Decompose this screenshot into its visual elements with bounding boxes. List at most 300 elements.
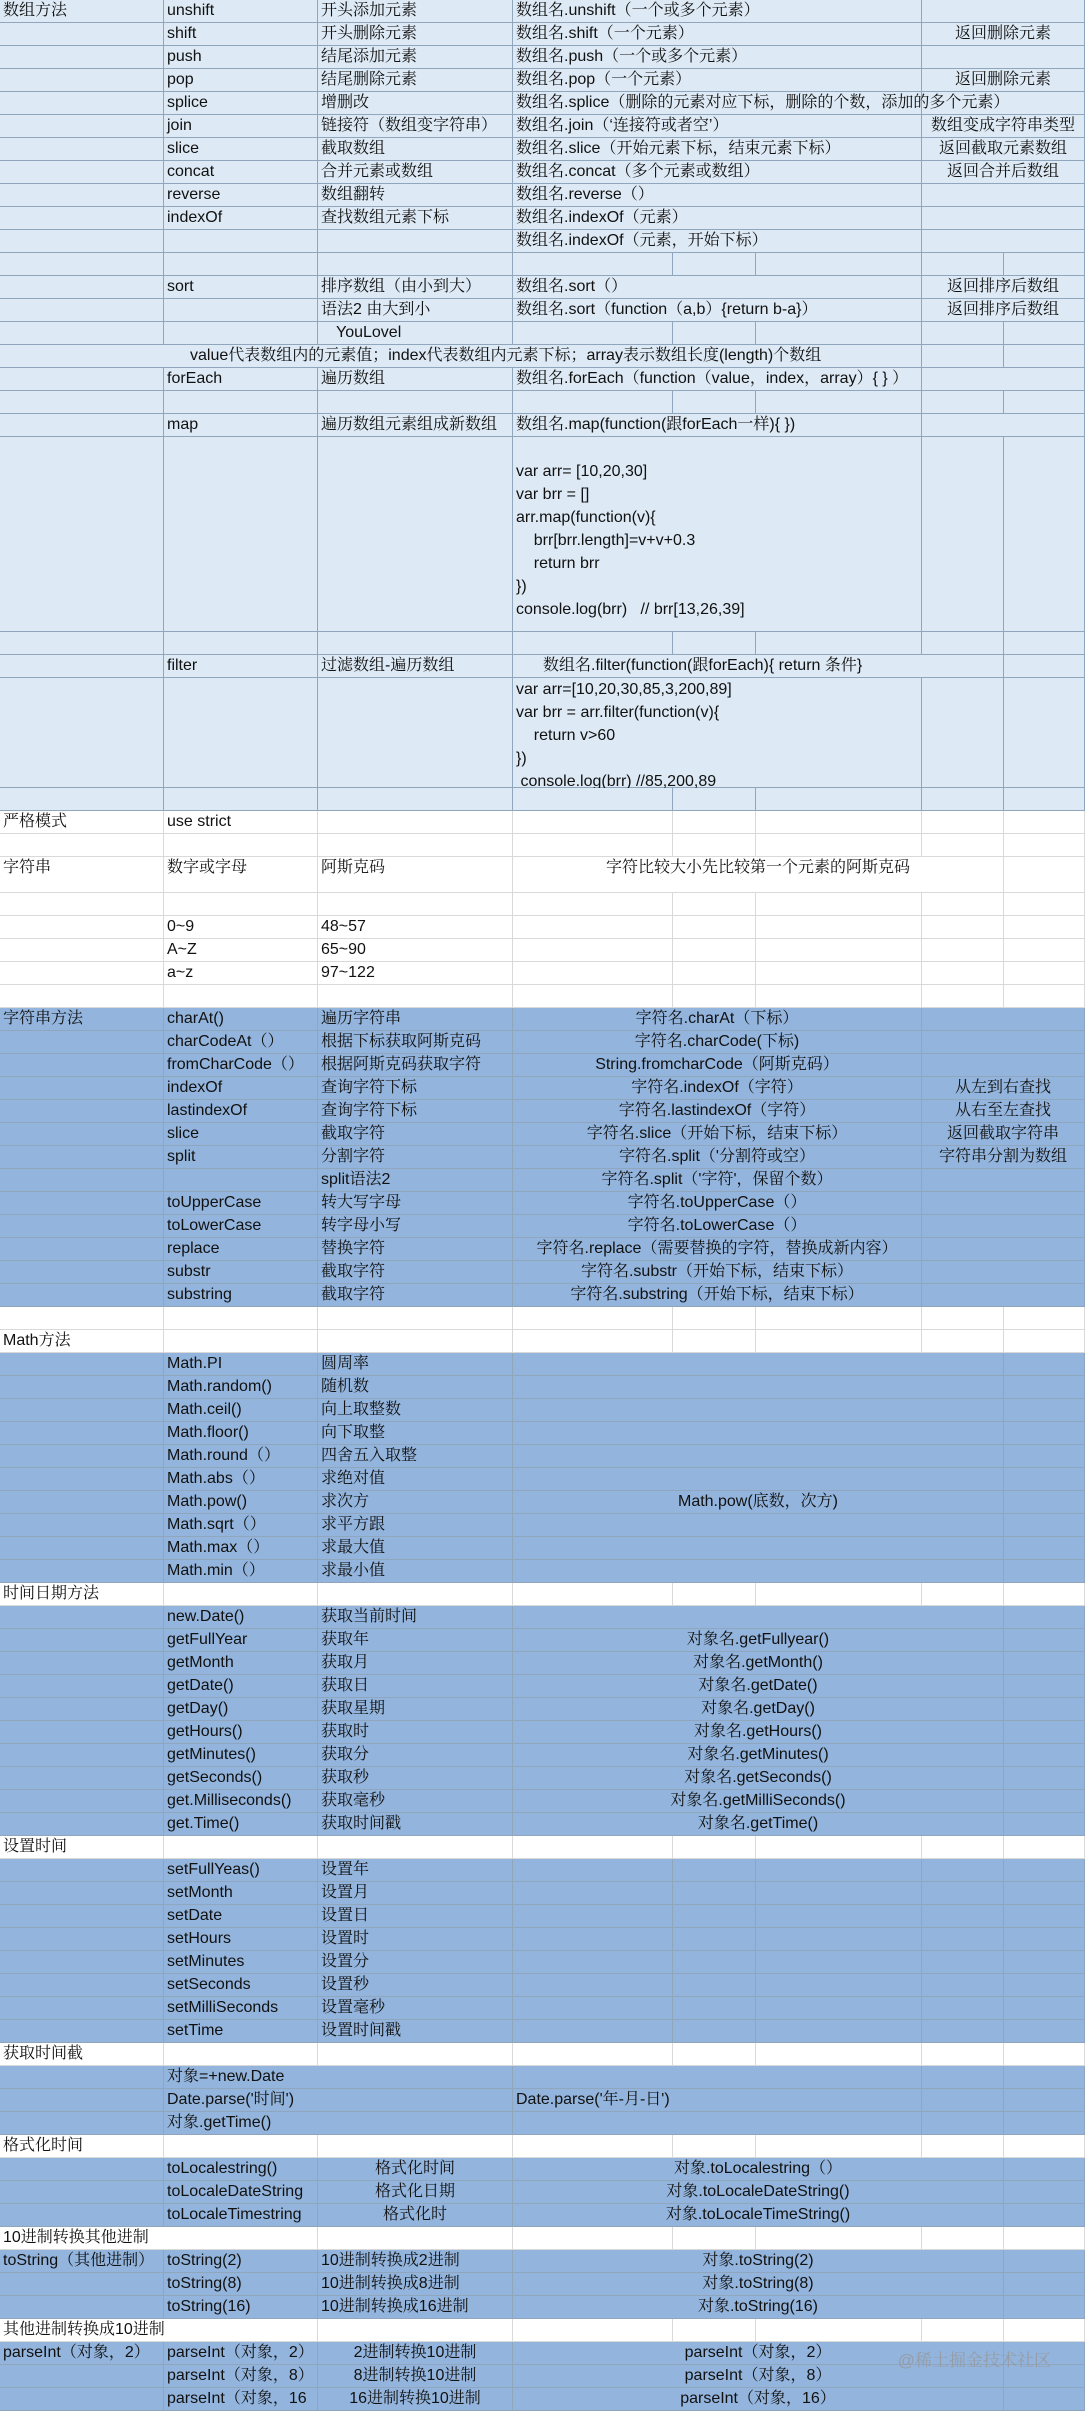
table-row: [0, 1744, 1085, 1767]
method-desc: 查找数组元素下标: [318, 207, 513, 230]
empty-cell: [0, 1123, 164, 1146]
empty-cell: [318, 788, 513, 811]
empty-cell: [1004, 2204, 1085, 2227]
table-row: [0, 414, 1085, 437]
empty-cell: [756, 2319, 922, 2342]
method-desc: 格式化时间: [318, 2158, 513, 2181]
method-desc: 求次方: [318, 1491, 513, 1514]
method-name: pop: [164, 69, 318, 92]
method-note: [922, 1215, 1085, 1238]
method-note: 返回合并后数组: [922, 161, 1085, 184]
empty-cell: [922, 2089, 1004, 2112]
empty-cell: [922, 632, 1004, 655]
method-syntax: 数组名.concat（多个元素或数组）: [513, 161, 922, 184]
method-name: Math.PI: [164, 1353, 318, 1376]
empty-cell: [1004, 1537, 1085, 1560]
empty-cell: [922, 253, 1004, 276]
table-row: [0, 2319, 1085, 2342]
method-desc: 链接符（数组变字符串）: [318, 115, 513, 138]
method-name: Math.pow(): [164, 1491, 318, 1514]
empty-cell: [1004, 1445, 1085, 1468]
method-note: [922, 414, 1085, 437]
table-row: [0, 1077, 1085, 1100]
empty-cell: [1004, 1652, 1085, 1675]
empty-cell: [1004, 345, 1085, 368]
empty-cell: [164, 893, 318, 916]
empty-cell: [673, 811, 756, 834]
empty-cell: [673, 788, 756, 811]
table-row: [0, 1284, 1085, 1307]
table-row: [0, 184, 1085, 207]
method-syntax: 数组名.splice（删除的元素对应下标，删除的个数，添加的多个元素）: [513, 92, 922, 115]
empty-cell: [673, 985, 756, 1008]
empty-cell: [0, 1859, 164, 1882]
table-row: [0, 1169, 1085, 1192]
table-row: [0, 1422, 1085, 1445]
empty-cell: [1004, 1790, 1085, 1813]
empty-cell: [0, 368, 164, 391]
method-desc: 增删改: [318, 92, 513, 115]
method-name: charCodeAt（）: [164, 1031, 318, 1054]
method-desc: 获取分: [318, 1744, 513, 1767]
empty-cell: [673, 632, 756, 655]
empty-cell: [0, 1514, 164, 1537]
empty-cell: [0, 253, 164, 276]
method-name: setTime: [164, 2020, 318, 2043]
method-desc: 开头删除元素: [318, 23, 513, 46]
method-name: setMinutes: [164, 1951, 318, 1974]
empty-cell: [513, 1997, 673, 2020]
method-name: Math.random(): [164, 1376, 318, 1399]
filter-code-block: [513, 678, 922, 788]
empty-cell: [0, 1169, 164, 1192]
method-syntax: 字符名.slice（开始下标，结束下标）: [513, 1123, 922, 1146]
method-desc: 截取字符: [318, 1123, 513, 1146]
method-syntax: [513, 1560, 1004, 1583]
method-syntax: 对象名.getMinutes(): [513, 1744, 1004, 1767]
empty-cell: [0, 2066, 164, 2089]
empty-cell: [318, 2043, 513, 2066]
method-syntax: parseInt（对象，16）: [513, 2388, 1004, 2411]
empty-cell: [0, 437, 164, 632]
empty-cell: [513, 2043, 673, 2066]
method-desc: 截取字符: [318, 1261, 513, 1284]
method-desc: 获取月: [318, 1652, 513, 1675]
empty-cell: [513, 1307, 673, 1330]
empty-cell: [756, 1859, 922, 1882]
empty-cell: [0, 161, 164, 184]
table-row: [0, 1514, 1085, 1537]
empty-cell: [513, 811, 673, 834]
code-line: brr[brr.length]=v+v+0.3: [516, 529, 921, 552]
method-name: toLocaleTimestring: [164, 2204, 318, 2227]
method-desc: 截取字符: [318, 1284, 513, 1307]
method-desc: 获取年: [318, 1629, 513, 1652]
method-syntax: 对象.toString(16): [513, 2296, 1004, 2319]
method-desc: 16进制转换10进制: [318, 2388, 513, 2411]
method-note: [922, 207, 1085, 230]
table-row: [0, 1675, 1085, 1698]
method-note: [922, 230, 1085, 253]
table-row: [0, 2388, 1085, 2411]
method-desc: 获取毫秒: [318, 1790, 513, 1813]
code-line: return brr: [516, 552, 921, 575]
method-desc: 求绝对值: [318, 1468, 513, 1491]
ascii-note: 字符比较大小先比较第一个元素的阿斯克码: [513, 857, 1004, 893]
method-syntax: [513, 1422, 1004, 1445]
table-row: [0, 138, 1085, 161]
empty-cell: [673, 2135, 756, 2158]
method-note: [922, 1261, 1085, 1284]
empty-cell: [0, 2273, 164, 2296]
empty-cell: [0, 1307, 164, 1330]
empty-cell: [513, 2020, 673, 2043]
ascii-range: 0~9: [164, 916, 318, 939]
method-desc: 开头添加元素: [318, 0, 513, 23]
empty-cell: [0, 2365, 164, 2388]
empty-cell: [513, 788, 673, 811]
empty-cell: [0, 1790, 164, 1813]
empty-cell: [922, 1905, 1004, 1928]
method-name: parseInt（对象，8）: [164, 2365, 318, 2388]
method-name: substr: [164, 1261, 318, 1284]
method-syntax: 数组名.indexOf（元素）: [513, 207, 922, 230]
empty-cell: [922, 916, 1004, 939]
empty-cell: [1004, 1606, 1085, 1629]
method-syntax: 数组名.reverse（）: [513, 184, 922, 207]
table-row: [0, 2273, 1085, 2296]
method-desc: 查询字符下标: [318, 1077, 513, 1100]
empty-cell: [513, 1583, 673, 1606]
table-row: [0, 207, 1085, 230]
method-note: [922, 1192, 1085, 1215]
code-line: console.log(brr) //85,200,89: [516, 770, 921, 793]
method-desc: 遍历数组: [318, 368, 513, 391]
empty-cell: [673, 1882, 756, 1905]
empty-cell: [1004, 1399, 1085, 1422]
method-note: 数组变成字符串类型: [922, 115, 1085, 138]
empty-cell: [1004, 1583, 1085, 1606]
table-row: [0, 1859, 1085, 1882]
table-row: [0, 916, 1085, 939]
method-name: parseInt（对象，2）: [164, 2342, 318, 2365]
empty-cell: [756, 632, 922, 655]
empty-cell: [922, 2043, 1004, 2066]
table-row: [0, 2181, 1085, 2204]
method-name: 对象.getTime(): [164, 2112, 513, 2135]
empty-cell: [164, 2043, 318, 2066]
empty-cell: [0, 2020, 164, 2043]
method-name: split: [164, 1146, 318, 1169]
empty-cell: [0, 1629, 164, 1652]
method-desc: 获取星期: [318, 1698, 513, 1721]
empty-cell: [0, 1261, 164, 1284]
table-row: [0, 2112, 1085, 2135]
empty-cell: [1004, 1767, 1085, 1790]
method-syntax: 字符名.replace（需要替换的字符，替换成新内容）: [513, 1238, 922, 1261]
empty-cell: [1004, 1330, 1085, 1353]
method-name: push: [164, 46, 318, 69]
empty-cell: [318, 2135, 513, 2158]
method-desc: 查询字符下标: [318, 1100, 513, 1123]
table-row: [0, 1353, 1085, 1376]
method-desc: 随机数: [318, 1376, 513, 1399]
empty-cell: [164, 1836, 318, 1859]
empty-cell: [0, 1744, 164, 1767]
method-syntax: 对象名.getDate(): [513, 1675, 1004, 1698]
empty-cell: [513, 1974, 673, 1997]
table-row: [0, 1215, 1085, 1238]
empty-cell: [756, 893, 922, 916]
empty-cell: [0, 1077, 164, 1100]
table-row: [0, 345, 1085, 368]
empty-cell: [1004, 1491, 1085, 1514]
empty-cell: [756, 322, 922, 345]
empty-cell: [0, 1215, 164, 1238]
method-syntax: 数组名.slice（开始元素下标，结束元素下标）: [513, 138, 922, 161]
empty-cell: [513, 1882, 673, 1905]
section-label: 字符串: [0, 857, 164, 893]
method-name: slice: [164, 138, 318, 161]
empty-cell: [1004, 391, 1085, 414]
code-line: var arr= [10,20,30]: [516, 460, 921, 483]
section-label: 10进制转换其他进制: [0, 2227, 318, 2250]
empty-cell: [1004, 2089, 1085, 2112]
method-syntax: [513, 2112, 922, 2135]
method-desc: [318, 230, 513, 253]
empty-cell: [922, 1583, 1004, 1606]
empty-cell: [1004, 2158, 1085, 2181]
ascii-range: a~z: [164, 962, 318, 985]
group-label: toString（其他进制）: [0, 2250, 164, 2273]
method-desc: 转大写字母: [318, 1192, 513, 1215]
method-desc: 10进制转换成16进制: [318, 2296, 513, 2319]
table-row: [0, 437, 1085, 632]
strict-value: use strict: [164, 811, 318, 834]
empty-cell: [756, 2020, 922, 2043]
method-syntax: 字符名.substr（开始下标，结束下标）: [513, 1261, 922, 1284]
empty-cell: [0, 184, 164, 207]
empty-cell: [513, 2135, 673, 2158]
empty-cell: [673, 1928, 756, 1951]
empty-cell: [673, 1836, 756, 1859]
table-row: [0, 1629, 1085, 1652]
empty-cell: [922, 2066, 1004, 2089]
method-note: [922, 368, 1085, 391]
ascii-head: 数字或字母: [164, 857, 318, 893]
empty-cell: [1004, 1859, 1085, 1882]
empty-cell: [756, 2043, 922, 2066]
method-syntax: 对象名.getMonth(): [513, 1652, 1004, 1675]
empty-cell: [673, 253, 756, 276]
empty-cell: [756, 2135, 922, 2158]
method-name: slice: [164, 1123, 318, 1146]
empty-cell: [1004, 2319, 1085, 2342]
method-syntax: 对象.toLocalestring（）: [513, 2158, 1004, 2181]
empty-cell: [164, 678, 318, 788]
empty-cell: [0, 299, 164, 322]
table-row: [0, 230, 1085, 253]
method-desc: 圆周率: [318, 1353, 513, 1376]
method-desc: 求最大值: [318, 1537, 513, 1560]
table-row: [0, 69, 1085, 92]
table-row: [0, 115, 1085, 138]
empty-cell: [0, 1652, 164, 1675]
empty-cell: [756, 1882, 922, 1905]
table-row: [0, 1836, 1085, 1859]
empty-cell: [0, 1928, 164, 1951]
method-desc: 向上取整数: [318, 1399, 513, 1422]
method-note: [922, 1054, 1085, 1077]
empty-cell: [0, 1468, 164, 1491]
empty-cell: [756, 811, 922, 834]
method-note: [922, 1284, 1085, 1307]
method-syntax: 字符名.split（'字符'，保留个数）: [513, 1169, 922, 1192]
empty-cell: [513, 322, 673, 345]
section-label: 严格模式: [0, 811, 164, 834]
method-desc: 合并元素或数组: [318, 161, 513, 184]
table-row: [0, 1031, 1085, 1054]
method-note: 返回排序后数组: [922, 276, 1085, 299]
method-name: reverse: [164, 184, 318, 207]
table-row: [0, 1974, 1085, 1997]
empty-cell: [673, 1974, 756, 1997]
empty-cell: [922, 834, 1004, 857]
method-desc: 排序数组（由小到大）: [318, 276, 513, 299]
empty-cell: [756, 391, 922, 414]
empty-cell: [0, 115, 164, 138]
empty-cell: [1004, 1675, 1085, 1698]
empty-cell: [1004, 788, 1085, 811]
empty-cell: [513, 253, 673, 276]
section-label: 获取时间截: [0, 2043, 164, 2066]
method-syntax: 字符名.charCode(下标): [513, 1031, 922, 1054]
method-name: forEach: [164, 368, 318, 391]
table-row: [0, 1537, 1085, 1560]
section-label: 设置时间: [0, 1836, 164, 1859]
table-row: [0, 1813, 1085, 1836]
empty-cell: [673, 893, 756, 916]
method-desc: 设置秒: [318, 1974, 513, 1997]
empty-cell: [922, 1859, 1004, 1882]
empty-cell: [0, 1675, 164, 1698]
method-syntax: [513, 1468, 1004, 1491]
ascii-range: A~Z: [164, 939, 318, 962]
method-name: setSeconds: [164, 1974, 318, 1997]
empty-cell: [922, 893, 1004, 916]
ascii-code: 65~90: [318, 939, 513, 962]
empty-cell: [0, 23, 164, 46]
empty-cell: [0, 962, 164, 985]
empty-cell: [922, 391, 1004, 414]
empty-cell: [756, 1330, 922, 1353]
table-row: [0, 1330, 1085, 1353]
empty-cell: [1004, 1353, 1085, 1376]
method-name: toLocalestring(): [164, 2158, 318, 2181]
empty-cell: [0, 1445, 164, 1468]
method-syntax: 对象名.getMilliSeconds(): [513, 1790, 1004, 1813]
method-name: new.Date(): [164, 1606, 318, 1629]
method-name: toUpperCase: [164, 1192, 318, 1215]
method-syntax: 数组名.join（‘连接符或者空’）: [513, 115, 922, 138]
table-row: [0, 92, 1085, 115]
empty-cell: [513, 2319, 673, 2342]
section-label: Math方法: [0, 1330, 164, 1353]
empty-cell: [318, 1330, 513, 1353]
method-syntax: 数组名.indexOf（元素，开始下标）: [513, 230, 922, 253]
empty-cell: [164, 1307, 318, 1330]
method-syntax: 字符名.toLowerCase（）: [513, 1215, 922, 1238]
table-row: [0, 1376, 1085, 1399]
empty-cell: [0, 46, 164, 69]
empty-cell: [673, 2043, 756, 2066]
table-row: [0, 0, 1085, 23]
empty-cell: [513, 1905, 673, 1928]
empty-cell: [673, 916, 756, 939]
empty-cell: [922, 2319, 1004, 2342]
method-syntax: 对象.toLocaleDateString(): [513, 2181, 1004, 2204]
method-desc: 8进制转换10进制: [318, 2365, 513, 2388]
empty-cell: [673, 1859, 756, 1882]
empty-cell: [673, 322, 756, 345]
empty-cell: [1004, 834, 1085, 857]
empty-cell: [1004, 1813, 1085, 1836]
empty-cell: [673, 962, 756, 985]
empty-cell: [513, 962, 673, 985]
table-row: [0, 1721, 1085, 1744]
method-name: Date.parse('时间'): [164, 2089, 513, 2112]
table-row: [0, 1054, 1085, 1077]
table-row: [0, 1698, 1085, 1721]
method-note: [922, 0, 1085, 23]
empty-cell: [922, 1836, 1004, 1859]
empty-cell: [673, 1951, 756, 1974]
empty-cell: [1004, 985, 1085, 1008]
method-syntax: 数组名.sort（）: [513, 276, 922, 299]
empty-cell: [318, 2319, 513, 2342]
empty-cell: [164, 1583, 318, 1606]
watermark: @稀土掘金技术社区: [898, 2346, 1051, 2371]
empty-cell: [0, 1974, 164, 1997]
table-row: [0, 1445, 1085, 1468]
empty-cell: [1004, 678, 1085, 788]
method-note: [922, 46, 1085, 69]
method-note: 从左到右查找: [922, 1077, 1085, 1100]
method-name: join: [164, 115, 318, 138]
empty-cell: [513, 391, 673, 414]
empty-cell: [1004, 2112, 1085, 2135]
method-name: Math.floor(): [164, 1422, 318, 1445]
empty-cell: [756, 916, 922, 939]
table-row: [0, 23, 1085, 46]
empty-cell: [1004, 811, 1085, 834]
empty-cell: [0, 414, 164, 437]
table-row: [0, 1123, 1085, 1146]
method-name: getDay(): [164, 1698, 318, 1721]
method-desc: 设置年: [318, 1859, 513, 1882]
empty-cell: [922, 1330, 1004, 1353]
empty-cell: [318, 253, 513, 276]
empty-cell: [318, 1307, 513, 1330]
method-name: [164, 1169, 318, 1192]
empty-cell: [1004, 1422, 1085, 1445]
table-row: [0, 632, 1085, 655]
empty-cell: [0, 788, 164, 811]
method-name: map: [164, 414, 318, 437]
empty-cell: [513, 1951, 673, 1974]
empty-cell: [513, 1330, 673, 1353]
method-desc: 设置时: [318, 1928, 513, 1951]
